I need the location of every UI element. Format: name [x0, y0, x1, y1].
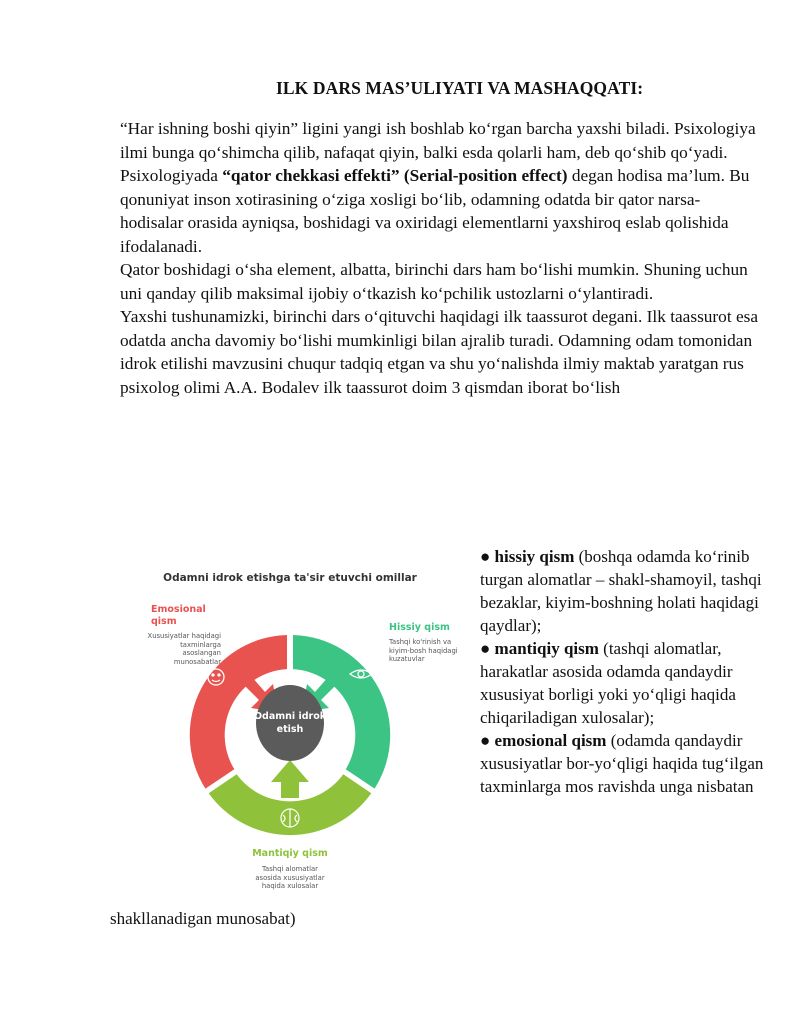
components-list — [480, 545, 770, 798]
emotional-desc-line-1: Xususiyatlar haqidagi — [147, 632, 221, 640]
sensory-label: Hissiy qism — [389, 622, 450, 633]
list-item-text: (boshqa odamda ko‘rinib turgan alomatlar – shakl-shamoyil, tashqi bezaklar, kiyim-boshning holati haqidagi qaydlar); — [480, 547, 762, 635]
list-item-text: (tashqi alomatlar, harakatlar asosida odamda qandaydir xususiyat borligi yoki yo‘qligi haqida chiqariladigan xulosalar); — [480, 639, 736, 727]
logical-label: Mantiqiy qism — [252, 848, 328, 859]
logical-desc-line-1: Tashqi alomatlar — [262, 865, 318, 873]
list-item-mantiqiy — [480, 637, 770, 729]
list-item-term: mantiqiy qism — [494, 639, 599, 658]
paragraph-3: Qator boshidagi o‘sha element, albatta, birinchi dars ham bo‘lishi mumkin. Shuning uchun uni qanday qilib maksimal ijobiy o‘tkazish ko‘pchilik ustozlarni o‘ylantiradi. — [120, 260, 748, 303]
sensory-description — [389, 638, 469, 664]
paragraph-1: “Har ishning boshi qiyin” ligini yangi ish boshlab ko‘rgan barcha yaxshi biladi. Psixologiya ilmi bunga qo‘shimcha qilib, nafaqat qiyin, balki esda qolarli ham, deb qo‘shib qo‘yadi. — [120, 119, 756, 162]
logical-description — [225, 865, 355, 891]
effect-term: “qator chekkasi effekti” (Serial-position effect) — [222, 166, 568, 185]
logical-arrow — [271, 760, 309, 798]
diagram-title: Odamni idrok etishga ta'sir etuvchi omillar — [163, 572, 417, 584]
paragraph-4: Yaxshi tushunamizki, birinchi dars o‘qituvchi haqidagi ilk taassurot degani. Ilk taassurot esa odatda ancha davomiy bo‘lishi mumkinligi bilan ajralib turadi. Odamning odam tomonidan idrok etilishi mavzusini chuqur tadqiq etgan va shu yo‘nalishda ilmiy maktab yaratgan rus psixolog olimi A.A. Bodalev ilk taassurot doim 3 qismdan iborat bo‘lish — [120, 307, 759, 397]
sensory-desc-line-2: kiyim-bosh haqidagi — [389, 646, 458, 655]
emotional-desc-line-4: munosabatlar — [173, 657, 221, 666]
bullet: ● — [480, 731, 495, 750]
list-item-hissiy — [480, 545, 770, 637]
continuation-text: shakllanadigan munosabat) — [110, 909, 296, 928]
paragraph-2-end: degan hodisa ma’lum. Bu qonuniyat inson xotirasining o‘ziga xosligi bo‘lib, odamning odatda bir qator narsa-hodisalar orasida ayniqsa, boshidagi va oxiridagi elementlarni yaxshiroq eslab qolishida ifodalanadi. — [120, 166, 750, 256]
paragraph-2-start: Psixologiyada — [120, 166, 223, 185]
list-item-term: hissiy qism — [494, 547, 575, 566]
emotional-label-line-2: qism — [151, 616, 177, 627]
sensory-desc-line-1: Tashqi ko'rinish va — [389, 638, 452, 646]
emotional-label — [151, 604, 206, 628]
perception-diagram — [115, 560, 465, 900]
body-text — [120, 117, 760, 399]
bullet: ● — [480, 547, 495, 566]
bullet: ● — [480, 639, 495, 658]
emotional-desc-line-2: taxminlarga — [180, 640, 221, 649]
paragraph-2 — [120, 164, 760, 258]
list-item-term: emosional qism — [494, 731, 607, 750]
emotional-desc-line-3: asoslangan — [182, 649, 221, 658]
emotional-label-line-1: Emosional — [151, 604, 206, 615]
list-item-text: (odamda qandaydir xususiyatlar bor-yo‘qligi haqida tug‘ilgan taxminlarga mos ravishda unga nisbatan — [480, 731, 764, 796]
list-item-emosional — [480, 729, 770, 798]
logical-desc-line-2: asosida xususiyatlar — [255, 873, 325, 882]
page-title: ILK DARS MAS’ULIYATI VA MASHAQQATI: — [276, 78, 644, 98]
center-label: Odamni idrok etish — [253, 711, 327, 735]
sensory-desc-line-3: kuzatuvlar — [389, 655, 425, 664]
logical-desc-line-3: haqida xulosalar — [261, 882, 319, 891]
emotional-description — [129, 632, 221, 666]
